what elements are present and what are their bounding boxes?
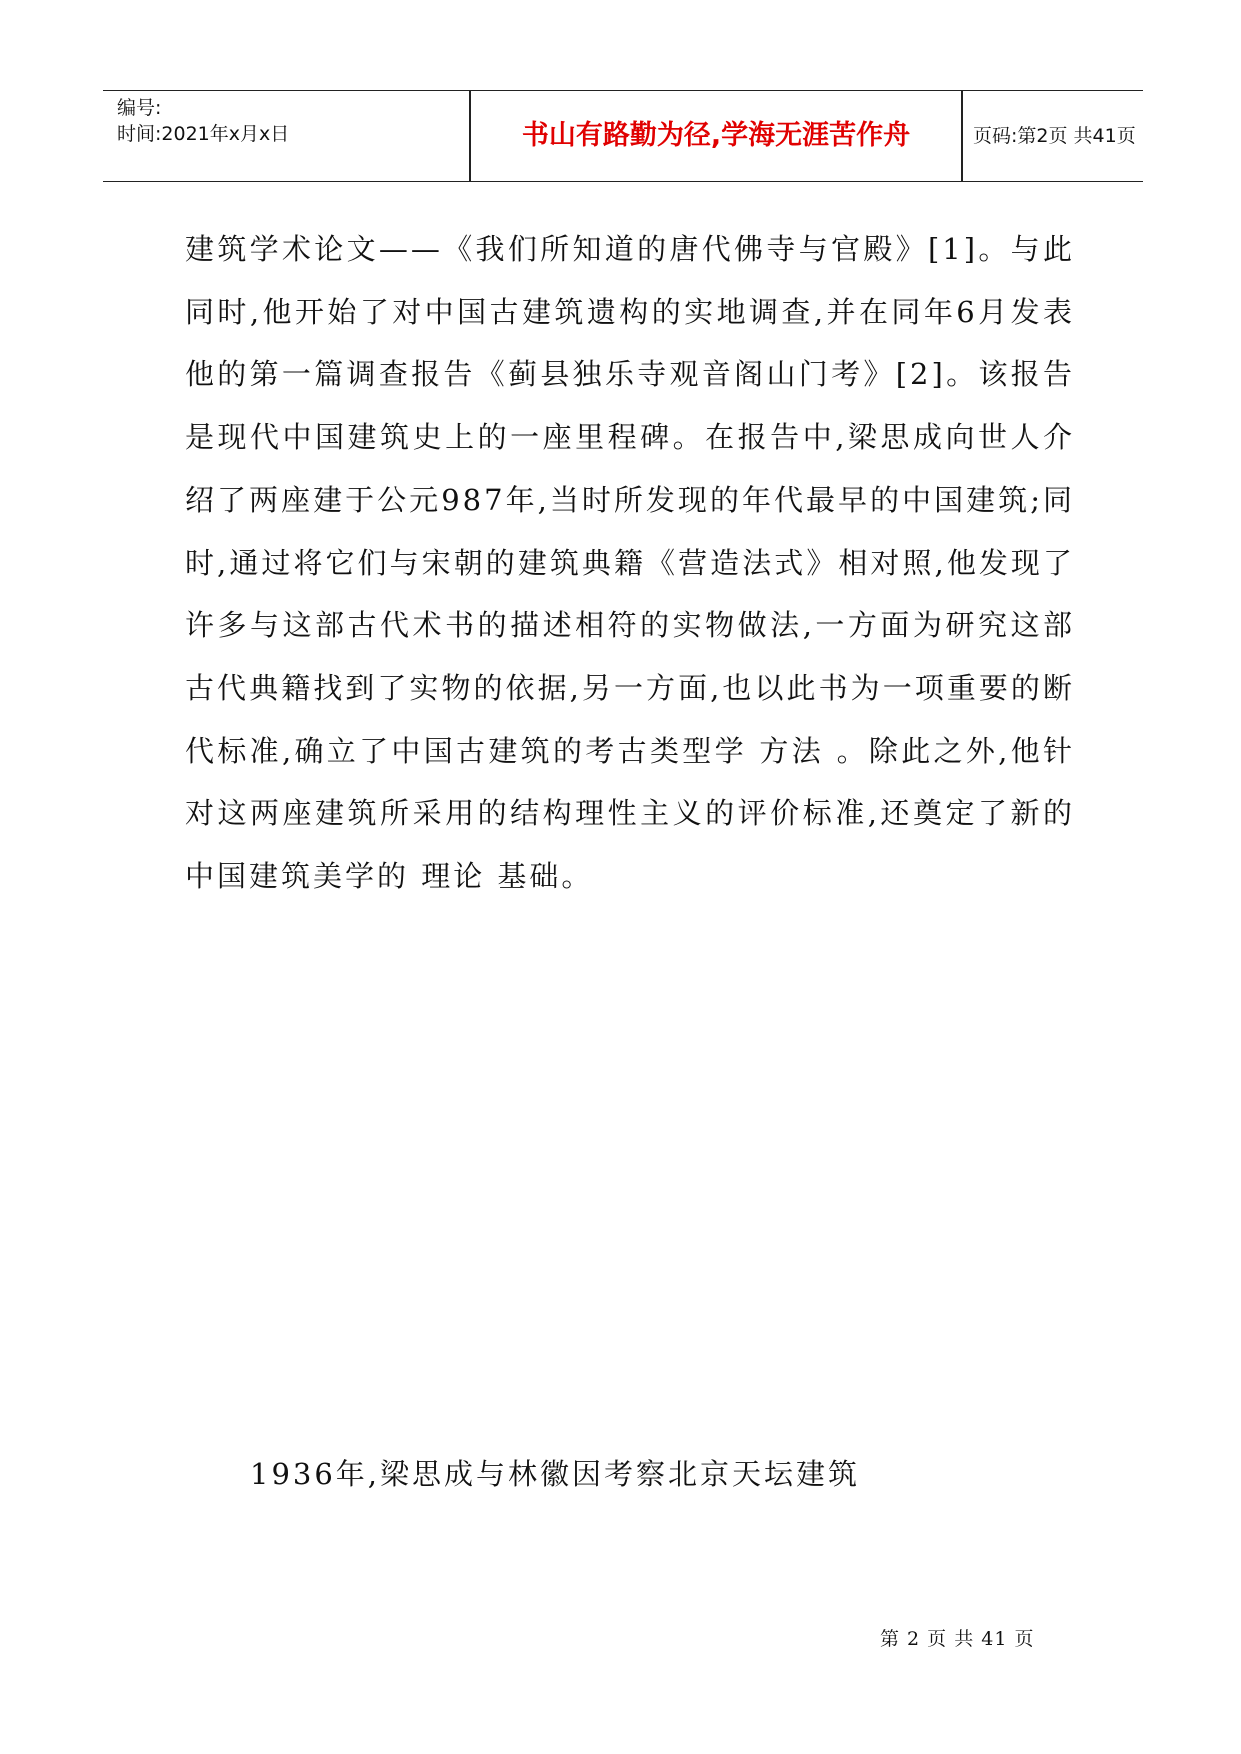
date-line: 时间:2021年x月x日 bbox=[117, 123, 290, 145]
header-motto: 书山有路勤为径,学海无涯苦作舟 bbox=[521, 120, 911, 151]
image-caption: 1936年,梁思成与林徽因考察北京天坛建筑 bbox=[250, 1457, 861, 1491]
number-label: 编号: bbox=[117, 97, 162, 119]
header-meta bbox=[117, 95, 457, 147]
document-header bbox=[103, 90, 1143, 182]
header-page-info: 页码:第2页 共41页 bbox=[973, 125, 1136, 147]
header-divider bbox=[961, 91, 963, 181]
page-footer: 第 2 页 共 41 页 bbox=[880, 1628, 1035, 1650]
body-paragraph: 建筑学术论文——《我们所知道的唐代佛寺与官殿》[1]。与此同时,他开始了对中国古建筑遗构的实地调查,并在同年6月发表他的第一篇调查报告《蓟县独乐寺观音阁山门考》[2]。该报告是现代中国建筑史上的一座里程碑。在报告中,梁思成向世人介绍了两座建于公元987年,当时所发现的年代最早的中国建筑;同时,通过将它们与宋朝的建筑典籍《营造法式》相对照,他发现了许多与这部古代术书的描述相符的实物做法,一方面为研究这部古代典籍找到了实物的依据,另一方面,也以此书为一项重要的断代标准,确立了中国古建筑的考古类型学 方法 。除此之外,他针对这两座建筑所采用的结构理性主义的评价标准,还奠定了新的中国建筑美学的 理论 基础。 bbox=[185, 232, 1075, 894]
